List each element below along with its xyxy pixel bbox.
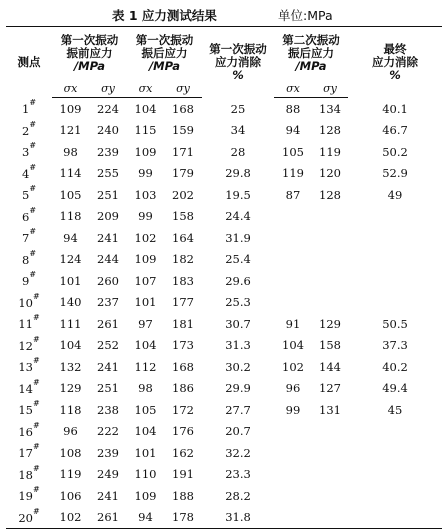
point-mark: # [29,162,37,172]
point-id-cell [6,335,52,357]
point-id-cell [6,464,52,486]
cell-s-x [274,206,312,228]
point-id: 7 [21,231,30,246]
point-mark: # [29,248,37,258]
table-caption [0,6,447,24]
cell-b-y: 241 [97,488,119,503]
second-after-sigma-x: σx [274,79,312,98]
point-mark: # [32,399,40,409]
point-mark: # [29,227,37,237]
cell-a-y: 173 [172,338,194,353]
cell-a-y: 178 [164,507,202,529]
point-id-cell [6,120,52,142]
cell-b-y: 255 [97,166,119,181]
cell-a-y: 183 [172,273,194,288]
cell-s-x: 104 [282,338,304,353]
final-relief-header: 最终 应力消除 % [348,27,442,98]
cell-a-x: 112 [134,359,157,374]
cell-a-y: 202 [172,187,194,202]
cell-a-x: 109 [134,144,157,159]
cell-b-x: 96 [63,424,78,439]
table-row [6,292,442,314]
cell-a-y: 186 [172,381,194,396]
cell-r1: 31.3 [225,338,251,353]
point-id: 9 [21,274,30,289]
point-id-cell [6,399,52,421]
point-id-cell [6,507,52,529]
table-row [6,249,442,271]
point-id-cell [6,421,52,443]
point-mark: # [29,141,37,151]
cell-b-y: 239 [97,144,119,159]
cell-final: 49 [387,187,403,202]
cell-s-x [274,442,312,464]
point-id: 10 [18,295,33,310]
cell-s-x [274,485,312,507]
cell-final: 52.9 [382,166,408,181]
first-before-sigma-y: σy [89,79,127,98]
cell-s-x [274,421,312,443]
cell-s-y: 119 [319,144,341,159]
point-mark: # [32,442,40,452]
cell-r1: 28 [230,144,246,159]
cell-a-x: 101 [134,295,157,310]
cell-b-x: 101 [59,273,82,288]
table-row [6,163,442,185]
cell-b-x: 109 [59,101,82,116]
cell-final [348,227,442,249]
table-row [6,399,442,421]
second-after-sigma-y: σy [312,79,348,98]
point-id-cell [6,313,52,335]
cell-a-y: 164 [172,230,194,245]
cell-b-y: 237 [97,295,119,310]
cell-b-y: 239 [97,445,119,460]
point-id: 12 [18,338,33,353]
table-row [6,120,442,142]
cell-a-y: 182 [172,252,194,267]
cell-r1: 24.4 [225,209,251,224]
cell-b-x: 132 [59,359,82,374]
first-relief-header: 第一次振动 应力消除 % [202,27,274,98]
cell-b-y: 244 [97,252,119,267]
cell-b-x: 114 [59,166,82,181]
cell-b-x: 111 [59,316,82,331]
cell-s-x: 88 [285,101,301,116]
point-mark: # [32,463,40,473]
cell-b-y: 240 [97,123,119,138]
point-id: 19 [18,489,33,504]
cell-final [348,206,442,228]
point-mark: # [29,119,37,129]
cell-b-y: 251 [97,187,119,202]
cell-final [348,249,442,271]
cell-a-y: 181 [172,316,194,331]
cell-r1: 28.2 [225,488,251,503]
table-row [6,335,442,357]
cell-a-x: 102 [134,230,157,245]
cell-final [348,421,442,443]
cell-s-x [274,464,312,486]
cell-s-y [312,507,348,529]
cell-s-x [274,507,312,529]
table-row [6,464,442,486]
cell-final: 49.4 [382,381,408,396]
cell-a-x: 105 [134,402,157,417]
cell-s-y: 127 [319,381,341,396]
cell-r1: 29.9 [225,381,251,396]
cell-a-y: 179 [172,166,194,181]
cell-s-y [312,442,348,464]
point-mark: # [32,377,40,387]
point-id-cell [6,163,52,185]
cell-a-x: 107 [134,273,157,288]
point-id-cell [6,270,52,292]
table-row [6,378,442,400]
table-row [6,442,442,464]
table-row [6,421,442,443]
cell-final: 50.2 [382,144,408,159]
cell-b-x: 121 [59,123,82,138]
cell-b-y: 249 [97,467,119,482]
point-id: 17 [18,446,33,461]
point-id: 13 [18,360,33,375]
cell-r1: 25.3 [225,295,251,310]
point-id-cell [6,442,52,464]
point-mark: # [32,420,40,430]
cell-s-y [312,270,348,292]
cell-s-y: 144 [319,359,341,374]
cell-b-y: 241 [97,230,119,245]
cell-a-x: 98 [138,381,153,396]
cell-b-x: 140 [59,295,82,310]
cell-a-x: 109 [134,488,157,503]
cell-s-x [274,292,312,314]
cell-s-y: 134 [319,101,341,116]
cell-a-x: 99 [138,166,153,181]
cell-a-x: 94 [127,507,164,529]
point-id: 14 [18,381,33,396]
cell-s-x: 102 [282,359,304,374]
header-row [6,27,442,80]
first-before-header: 第一次振动 振前应力 /MPa [52,27,127,80]
cell-final: 45 [387,402,403,417]
point-mark: # [32,291,40,301]
table-row [6,356,442,378]
cell-s-x [274,249,312,271]
point-id-cell [6,292,52,314]
cell-r1: 23.3 [225,467,251,482]
cell-b-x: 106 [59,488,82,503]
cell-b-y: 261 [89,507,127,529]
point-id: 2 [21,123,30,138]
point-id: 5 [21,188,30,203]
cell-a-x: 115 [134,123,157,138]
cell-b-y: 238 [97,402,119,417]
cell-r1: 27.7 [225,402,251,417]
cell-s-x: 96 [285,381,301,396]
cell-r1: 25.4 [225,252,251,267]
cell-s-y: 128 [319,123,341,138]
point-id: 16 [18,424,33,439]
point-id-cell [6,378,52,400]
table-body [6,98,442,529]
table-title: 表 1 应力测试结果 [112,8,217,23]
point-id: 8 [21,252,30,267]
cell-r1: 31.9 [225,230,251,245]
cell-s-y [312,249,348,271]
cell-final [348,507,442,529]
cell-s-y: 129 [319,316,341,331]
point-id: 11 [18,317,33,332]
cell-s-x: 94 [285,123,301,138]
cell-r1: 29.8 [225,166,251,181]
point-id-cell [6,356,52,378]
cell-a-y: 177 [172,295,194,310]
table-row [6,141,442,163]
cell-r1: 19.5 [225,187,251,202]
first-after-sigma-x: σx [127,79,164,98]
point-id-cell [6,206,52,228]
cell-b-x: 118 [59,209,82,224]
cell-b-x: 119 [59,467,82,482]
point-mark: # [29,98,37,108]
cell-a-y: 188 [172,488,194,503]
cell-a-x: 103 [134,187,157,202]
point-mark: # [29,184,37,194]
cell-a-y: 168 [172,101,194,116]
table-row [6,270,442,292]
point-id: 15 [18,403,33,418]
cell-a-x: 99 [138,209,153,224]
cell-a-y: 191 [172,467,194,482]
cell-r1: 31.8 [202,507,274,529]
cell-s-y: 120 [319,166,341,181]
cell-final [348,292,442,314]
cell-a-y: 158 [172,209,194,224]
cell-s-x [274,270,312,292]
cell-r1: 34 [230,123,246,138]
cell-s-y: 128 [319,187,341,202]
point-mark: # [32,313,40,323]
cell-a-y: 168 [172,359,194,374]
stress-results-table [6,26,442,529]
cell-r1: 20.7 [225,424,251,439]
cell-s-x: 119 [282,166,304,181]
cell-final [348,442,442,464]
point-mark: # [32,334,40,344]
point-mark: # [29,270,37,280]
cell-final [348,270,442,292]
unit-label: 单位: [278,8,308,23]
cell-a-x: 104 [134,101,157,116]
cell-r1: 30.2 [225,359,251,374]
cell-r1: 32.2 [225,445,251,460]
cell-b-y: 251 [97,381,119,396]
cell-b-x: 102 [52,507,89,529]
point-id-cell [6,141,52,163]
cell-b-x: 94 [63,230,78,245]
cell-s-y [312,485,348,507]
cell-b-x: 129 [59,381,82,396]
point-id: 6 [21,209,30,224]
cell-b-y: 252 [97,338,119,353]
cell-s-x: 105 [282,144,304,159]
table-row [6,313,442,335]
cell-b-x: 124 [59,252,82,267]
table-row [6,98,442,120]
table-row [6,227,442,249]
cell-s-y [312,206,348,228]
point-id-cell [6,249,52,271]
point-mark: # [32,506,40,516]
cell-s-y [312,227,348,249]
cell-final: 37.3 [382,338,408,353]
point-id-cell [6,184,52,206]
cell-final: 46.7 [382,123,408,138]
cell-b-x: 98 [63,144,78,159]
point-id: 4 [21,166,30,181]
cell-a-y: 171 [172,144,194,159]
cell-final: 40.2 [382,359,408,374]
cell-s-y: 158 [319,338,341,353]
cell-final [348,485,442,507]
point-id: 3 [21,145,30,160]
cell-b-x: 104 [59,338,82,353]
point-id: 18 [18,467,33,482]
cell-b-y: 241 [97,359,119,374]
cell-b-x: 118 [59,402,82,417]
table-row [6,507,442,529]
cell-r1: 25 [230,101,246,116]
cell-b-y: 222 [97,424,119,439]
col-point-header: 测点 [6,27,52,98]
table-row [6,206,442,228]
point-id: 20 [18,510,33,525]
table-row [6,485,442,507]
cell-r1: 29.6 [225,273,251,288]
cell-s-y [312,464,348,486]
cell-b-x: 108 [59,445,82,460]
point-id-cell [6,98,52,120]
cell-s-x: 91 [285,316,301,331]
point-mark: # [32,485,40,495]
cell-a-x: 104 [134,338,157,353]
point-id-cell [6,227,52,249]
cell-b-y: 209 [97,209,119,224]
point-mark: # [32,356,40,366]
cell-a-x: 109 [134,252,157,267]
cell-final [348,464,442,486]
first-after-header: 第一次振动 振后应力 /MPa [127,27,202,80]
point-id-cell [6,485,52,507]
point-id: 1 [21,101,30,116]
cell-b-x: 105 [59,187,82,202]
cell-a-x: 110 [134,467,157,482]
cell-s-x [274,227,312,249]
cell-final: 50.5 [382,316,408,331]
cell-s-y [312,292,348,314]
cell-b-y: 261 [97,316,119,331]
cell-a-x: 101 [134,445,157,460]
cell-b-y: 224 [97,101,119,116]
table-unit [278,6,333,24]
cell-a-x: 97 [138,316,153,331]
cell-a-y: 162 [172,445,194,460]
cell-a-y: 176 [172,424,194,439]
second-after-header: 第二次振动 振后应力 /MPa [274,27,348,80]
cell-b-y: 260 [97,273,119,288]
cell-r1: 30.7 [225,316,251,331]
cell-a-y: 159 [172,123,194,138]
point-mark: # [29,205,37,215]
first-before-sigma-x: σx [52,79,89,98]
cell-a-y: 172 [172,402,194,417]
cell-s-y: 131 [319,402,341,417]
cell-s-y [312,421,348,443]
table-row [6,184,442,206]
unit-value: MPa [307,8,333,23]
cell-s-x: 99 [285,402,301,417]
cell-final: 40.1 [382,101,408,116]
cell-s-x: 87 [285,187,301,202]
cell-a-x: 104 [134,424,157,439]
first-after-sigma-y: σy [164,79,202,98]
